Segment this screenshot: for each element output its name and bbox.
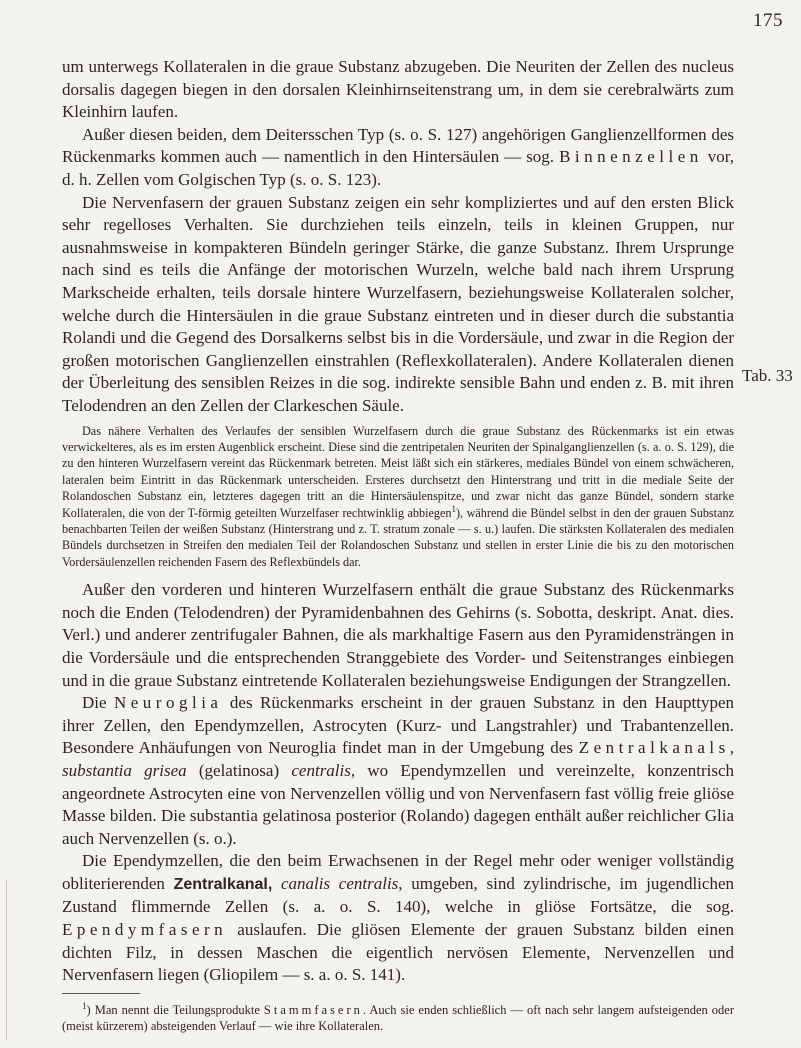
term-zentralkanals: Zentralkanals (578, 738, 730, 758)
term-neuroglia: Neuroglia (113, 693, 223, 713)
small-print-paragraph: Das nähere Verhalten des Verlaufes der sensiblen Wurzelfasern durch die graue Substanz des Rückenmarks ist ein etwas verwickelteres, als es im ersten Augenblick erscheint. Diese sind die zentripetalen Neuriten der Spinalganglienzellen (s. a. o. S. 129), die zu den hinteren Wurzelfasern vereint das Rückenmark betreten. Meist läßt sich ein stärkeres, mediales Bündel von einem schwächeren, lateralen beim Eintritt in das Rückenmark unterscheiden. Ersteres durchsetzt den Hinterstrang und tritt in die mediale Seite der Rolandoschen Substanz ein, letzteres dagegen tritt an die Hintersäulenspitze, und zwar nicht das ganze Bündel, sondern starke Kollateralen, die von der T-förmig geteilten Wurzelfaser rechtwinklig abbiegen$^1$), während die Bündel selbst in den der grauen Substanz benachbarten Teilen der weißen Substanz (Hinterstrang und z. T. stratum zonale — s. u.) laufen. Die stärksten Kollateralen des medialen Bündels durchsetzen in Streifen den medialen Teil der Rolandoschen Substanz und stellen in erster Linie die bis zu den motorischen Vordersäulenzellen reichenden Fasern des Reflexbündels dar. (62, 423, 734, 569)
paragraph-3: Die Nervenfasern der grauen Substanz zeigen ein sehr kompliziertes und auf den ersten Blick sehr regelloses Verhalten. Sie durchziehen teils einzeln, teils in kleinen Gruppen, nur ausnahmsweise in kompakteren Bündeln geringer Stärke, die ganze Substanz. Ihrem Ursprunge nach sind es teils die Anfänge der motorischen Wurzeln, welche bald nach ihrem Ursprung Markscheide erhalten, teils dorsale hintere Wurzelfasern, beziehungsweise Kollateralen solcher, welche durch die Hintersäulen in die graue Substanz eintreten und in dieser durch die substantia Rolandi und die Gegend des Dorsalkerns selbst bis in die Vordersäule, und zwar in die Region der großen motorischen Ganglienzellen einstrahlen (Reflexkollateralen). Andere Kollateralen dienen der Überleitung des sensiblen Reizes in die sog. indirekte sensible Bahn und enden z. B. mit ihren Telodendren an den Zellen der Clarkeschen Säule. (62, 192, 734, 415)
paragraph-6: Die Ependymzellen, die den beim Erwachsenen in der Regel mehr oder weniger vollständig obliterierenden Zentralkanal, canalis centralis, umgeben, sind zylindrische, im jugendlichen Zustand flimmernde Zellen (s. a. o. S. 140), welche in gliöse Fortsätze, die sog. Ependymfasern auslaufen. Die gliösen Elemente der grauen Substanz bilden einen dichten Filz, in dessen Maschen die eigentlich nervösen Elemente, Nervenzellen und Nervenfasern liegen (Gliopilem — s. a. o. S. 141). (62, 851, 734, 985)
paragraph-2: Außer diesen beiden, dem Deitersschen Typ (s. o. S. 127) angehörigen Ganglienzellformen des Rückenmarks kommen auch — namentlich in den Hintersäulen — sog. Binnenzellen vor, d. h. Zellen vom Golgischen Typ (s. o. S. 123). (62, 124, 734, 189)
term-centralis: centralis (291, 760, 351, 780)
page-text (62, 56, 734, 1034)
footnote-divider (62, 993, 140, 994)
term-zentralkanal: Zentralkanal, (173, 875, 273, 893)
term-stammfasern: Stammfasern (263, 1002, 363, 1017)
margin-note-plate-reference: Tab. 33 (742, 366, 793, 385)
footnote-mark: 1 (82, 1000, 87, 1011)
paragraph-4: Außer den vorderen und hinteren Wurzelfasern enthält die graue Substanz des Rückenmarks noch die Enden (Telodendren) der Pyramidenbahnen des Gehirns (s. Sobotta, deskript. Anat. dies. Verl.) und anderer zentrifugaler Bahnen, die als markhaltige Fasern aus den Pyramidensträngen in die Vordersäule und die entsprechenden Stranggebiete des Vorder- und Seitenstranges einbiegen und in die graue Substanz eintretende Kollateralen beziehungsweise Endigungen der Strangzellen. (62, 580, 734, 690)
term-canalis-centralis: canalis centralis (281, 873, 399, 893)
term-ependymfasern: Ependymfasern (62, 920, 228, 940)
paragraph-5: Die Neuroglia des Rückenmarks erscheint in der grauen Substanz in den Haupttypen ihrer Zellen, den Ependymzellen, Astrocyten (Kurz- und Langstrahler) und Trabantenzellen. Besondere Anhäufungen von Neuroglia findet man in der Umgebung des Zentralkanals, substantia grisea (gelatinosa) centralis, wo Ependymzellen und vereinzelte, konzentrisch angeordnete Astrocyten eine von Nervenzellen völlig und von Nervenfasern fast völlig freie gliöse Masse bilden. Die substantia gelatinosa posterior (Rolando) dagegen enthält außer reichlicher Glia auch Nervenzellen (s. o.). (62, 693, 734, 848)
page-number: 175 (753, 10, 783, 31)
footnote: $^1$) Man nennt die Teilungsprodukte Stammfasern. Auch sie enden schließlich — oft nach sehr langem aufsteigenden oder (meist kürzerem) absteigenden Verlauf — wie ihre Kollateralen. (62, 1000, 734, 1033)
term-substantia-grisea: substantia grisea (62, 760, 187, 780)
page-edge-mark (6, 880, 7, 1040)
term-binnenzellen: Binnenzellen (559, 147, 703, 167)
footnote-ref: 1 (451, 503, 456, 514)
paragraph-1: um unterwegs Kollateralen in die graue Substanz abzugeben. Die Neuriten der Zellen des nucleus dorsalis dagegen biegen in den dorsalen Kleinhirnseitenstrang um, in dem sie cerebralwärts zum Kleinhirn laufen. (62, 57, 734, 122)
